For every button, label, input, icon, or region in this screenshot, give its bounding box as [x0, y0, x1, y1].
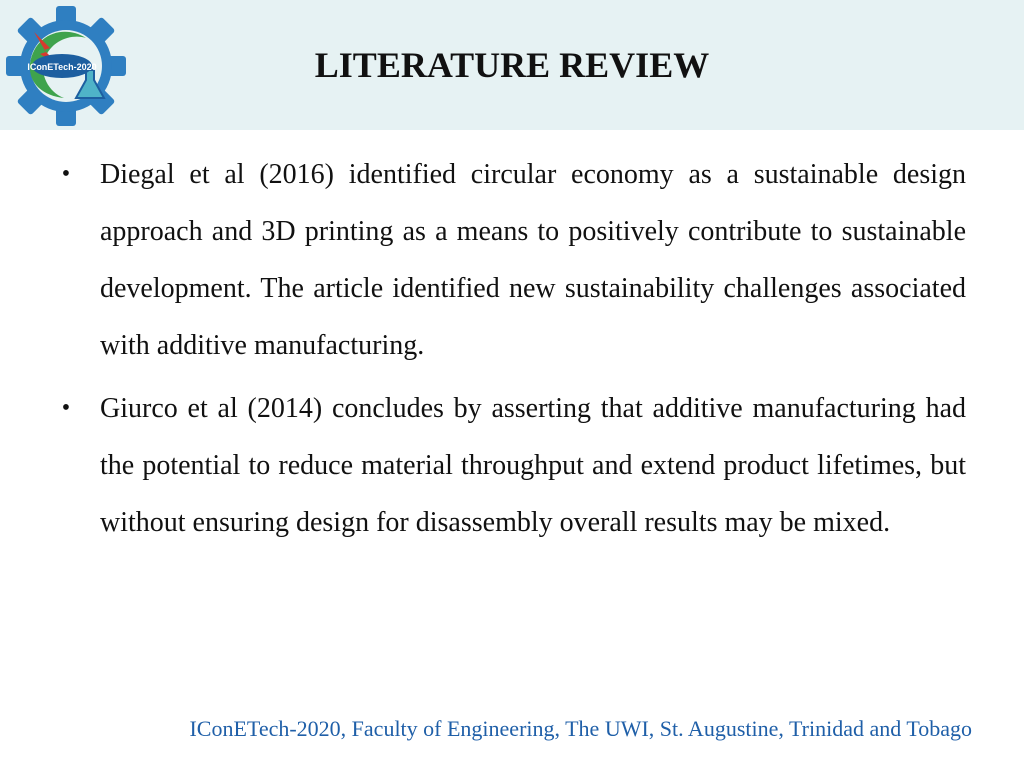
- bullet-text: Diegal et al (2016) identified circular economy as a sustainable design approach and 3D printing as a means to positively contribute to sustainable development. The article identified new sustainability challenges associated with additive manufacturing.: [100, 159, 966, 361]
- bullet-item-diegal: [56, 146, 966, 374]
- bullet-list: [56, 146, 966, 551]
- bullet-text: Giurco et al (2014) concludes by asserting that additive manufacturing had the potential to reduce material throughput and extend product lifetimes, but without ensuring design for disassembly overall results may be mixed.: [100, 393, 966, 538]
- header-band: [0, 0, 1024, 130]
- slide-title-text: LITERATURE REVIEW: [314, 45, 710, 85]
- bullet-dot-icon: •: [61, 161, 71, 187]
- logo-text: IConETech-2020: [27, 62, 97, 72]
- footer-text: IConETech-2020, Faculty of Engineering, The UWI, St. Augustine, Trinidad and Tobago: [189, 716, 972, 741]
- slide-title: [0, 44, 1024, 86]
- bullet-item-giurco: [56, 380, 966, 551]
- bullet-dot-icon: •: [61, 395, 71, 421]
